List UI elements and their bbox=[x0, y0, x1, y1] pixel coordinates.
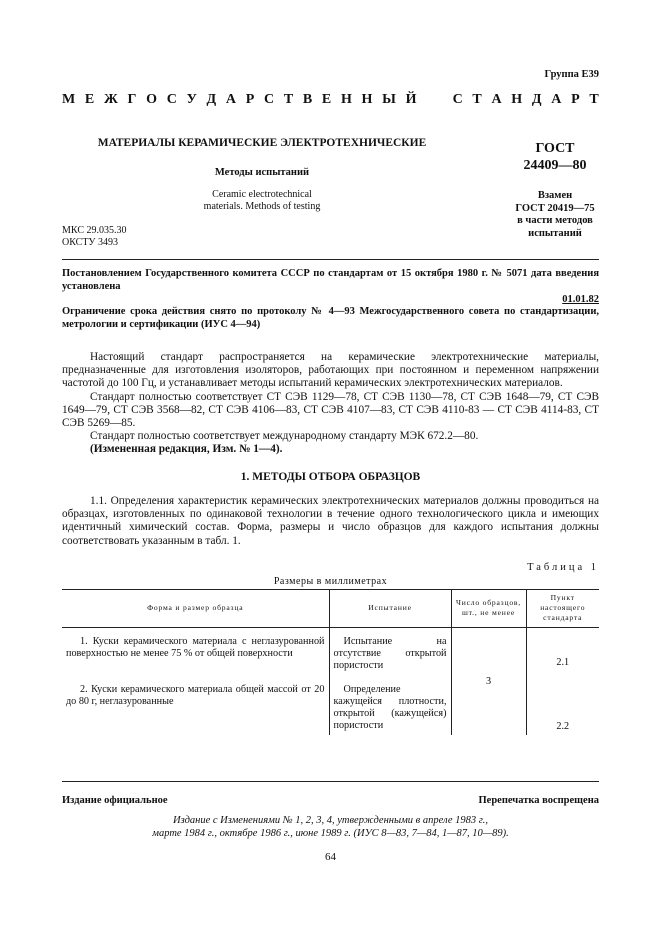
limitation-note: Ограничение срока действия снято по протоколу № 4—93 Межгосударственного совета по стандартизации, метрологии и сертификации (ИУС 4—94) bbox=[62, 306, 599, 330]
banner-letter: Е bbox=[321, 92, 332, 107]
banner-gap bbox=[426, 92, 430, 108]
banner-letter: Н bbox=[361, 92, 373, 107]
banner-letter: Ы bbox=[382, 92, 396, 107]
replaces-line-2: ГОСТ 20419—75 bbox=[515, 202, 595, 214]
edition-note bbox=[62, 815, 599, 840]
banner-letter: Й bbox=[405, 92, 417, 107]
intro-paragraph-3: Стандарт полностью соответствует международному стандарту МЭК 672.2—80. bbox=[90, 430, 479, 443]
header-count: Число образцов, шт., не менее bbox=[451, 589, 526, 628]
banner-letter: Р bbox=[245, 92, 255, 107]
english-title-line-2: materials. Methods of testing bbox=[203, 201, 321, 212]
document-subtitle: Методы испытаний bbox=[214, 167, 310, 178]
official-edition: Издание официальное bbox=[62, 795, 168, 806]
banner-letter: А bbox=[491, 92, 502, 107]
row-2-form: 2. Куски керамического материала общей массой от 20 до 80 г, неглазурованные bbox=[66, 683, 325, 707]
banner-letter: С bbox=[452, 92, 463, 107]
section-paragraph-1: 1.1. Определения характеристик керамических электротехнических материалов должны проводиться на образцах, изготовленных по одинаковой технологии в течение одного технологического цикла и имеющих идентичный химический состав. Форма, размеры и число образцов для каждого испытания должны соответствовать указанным в табл. 1. bbox=[62, 495, 599, 547]
row-1-clause: 2.1 bbox=[526, 628, 599, 676]
banner-letter: У bbox=[186, 92, 197, 107]
gost-label: ГОСТ bbox=[535, 141, 575, 156]
banner-letter: Ж bbox=[103, 92, 118, 107]
banner-letter: О bbox=[146, 92, 158, 107]
section-text bbox=[62, 495, 599, 548]
banner-letter: Т bbox=[283, 92, 294, 107]
header-form: Форма и размер образца bbox=[62, 589, 329, 628]
sample-count: 3 bbox=[451, 628, 526, 736]
table-label: Таблица 1 bbox=[527, 562, 599, 573]
banner-letter: Р bbox=[571, 92, 580, 107]
edition-line-2: марте 1984 г., октябре 1986 г., июне 1989 г. (ИУС 8—83, 7—84, 1—87, 10—89). bbox=[152, 827, 509, 839]
effective-date: 01.01.82 bbox=[562, 294, 599, 305]
banner-letter: Д bbox=[206, 92, 217, 107]
replaces-line-3: в части методов bbox=[517, 215, 593, 226]
classification-codes bbox=[62, 225, 126, 249]
intro-paragraph-1: Настоящий стандарт распространяется на керамические электротехнические материалы, предназначенные для изготовления изоляторов, работающих при постоянном и переменном напряжении частотой до 100 Гц, и устанавливает методы испытаний керамических электротехнических материалов. bbox=[62, 351, 599, 390]
row-1-test: Испытание на отсутствие открытой пористости bbox=[329, 628, 451, 676]
banner-letter: А bbox=[551, 92, 562, 107]
banner-letter: Г bbox=[127, 92, 137, 107]
banner-letter: С bbox=[263, 92, 275, 107]
document-title: МАТЕРИАЛЫ КЕРАМИЧЕСКИЕ ЭЛЕКТРОТЕХНИЧЕСКИЕ bbox=[97, 137, 427, 149]
banner-letter: Т bbox=[472, 92, 482, 107]
divider bbox=[62, 259, 599, 260]
header-test: Испытание bbox=[329, 589, 451, 628]
banner-letter: Е bbox=[84, 92, 95, 107]
table-header-row bbox=[62, 589, 599, 628]
banner-letter: В bbox=[302, 92, 313, 107]
standard-banner bbox=[62, 92, 599, 108]
row-1-form: 1. Куски керамического материала с неглазурованной поверхностью не менее 75 % от общей поверхности bbox=[66, 636, 325, 660]
group-code: Группа Е39 bbox=[544, 69, 599, 80]
banner-letter: Т bbox=[589, 92, 599, 107]
intro-paragraph-4: (Измененная редакция, Изм. № 1—4). bbox=[90, 443, 283, 456]
row-2-clause: 2.2 bbox=[526, 676, 599, 736]
intro-text bbox=[62, 351, 599, 457]
samples-table bbox=[62, 589, 599, 735]
edition-line-1: Издание с Изменениями № 1, 2, 3, 4, утвержденными в апреле 1983 г., bbox=[173, 815, 488, 826]
english-title bbox=[62, 189, 462, 213]
banner-letter: Д bbox=[531, 92, 542, 107]
table-row bbox=[62, 628, 599, 676]
row-2-test: Определение кажущейся плотности, открытой (кажущейся) пористости bbox=[329, 676, 451, 736]
banner-letter: А bbox=[225, 92, 237, 107]
english-title-line-1: Ceramic electrotechnical bbox=[212, 189, 312, 200]
footer-rule bbox=[62, 781, 599, 782]
intro-paragraph-2: Стандарт полностью соответствует СТ СЭВ 1129—78, СТ СЭВ 1130—78, СТ СЭВ 1648—79, СТ СЭВ 1649—79, СТ СЭВ 3568—82, СТ СЭВ 4106—83, СТ СЭВ 4107—83, СТ СЭВ 4110-83 — СТ СЭВ 4114-83, СТ СЭВ 5269—85. bbox=[62, 390, 599, 430]
header-clause: Пункт настоящего стандарта bbox=[526, 589, 599, 628]
gost-number: 24409—80 bbox=[523, 158, 587, 173]
table-units: Размеры в миллиметрах bbox=[273, 576, 388, 587]
replaces-line-1: Взамен bbox=[537, 190, 573, 201]
banner-letter: Н bbox=[340, 92, 352, 107]
decree-text: Постановлением Государственного комитета СССР по стандартам от 15 октября 1980 г. № 5071 дата введения установлена bbox=[62, 268, 599, 292]
gost-designation bbox=[486, 140, 624, 174]
banner-letter: С bbox=[166, 92, 177, 107]
replaces-line-4: испытаний bbox=[528, 227, 582, 239]
banner-letter: М bbox=[62, 92, 76, 107]
mks-code: МКС 29.035.30 bbox=[62, 225, 127, 236]
replaces-note bbox=[486, 190, 624, 240]
page-number: 64 bbox=[325, 851, 336, 863]
section-heading: 1. МЕТОДЫ ОТБОРА ОБРАЗЦОВ bbox=[240, 471, 421, 483]
banner-gap bbox=[439, 92, 443, 108]
reprint-prohibited: Перепечатка воспрещена bbox=[478, 795, 599, 806]
okstu-code: ОКСТУ 3493 bbox=[62, 237, 119, 248]
banner-letter: Н bbox=[511, 92, 523, 107]
